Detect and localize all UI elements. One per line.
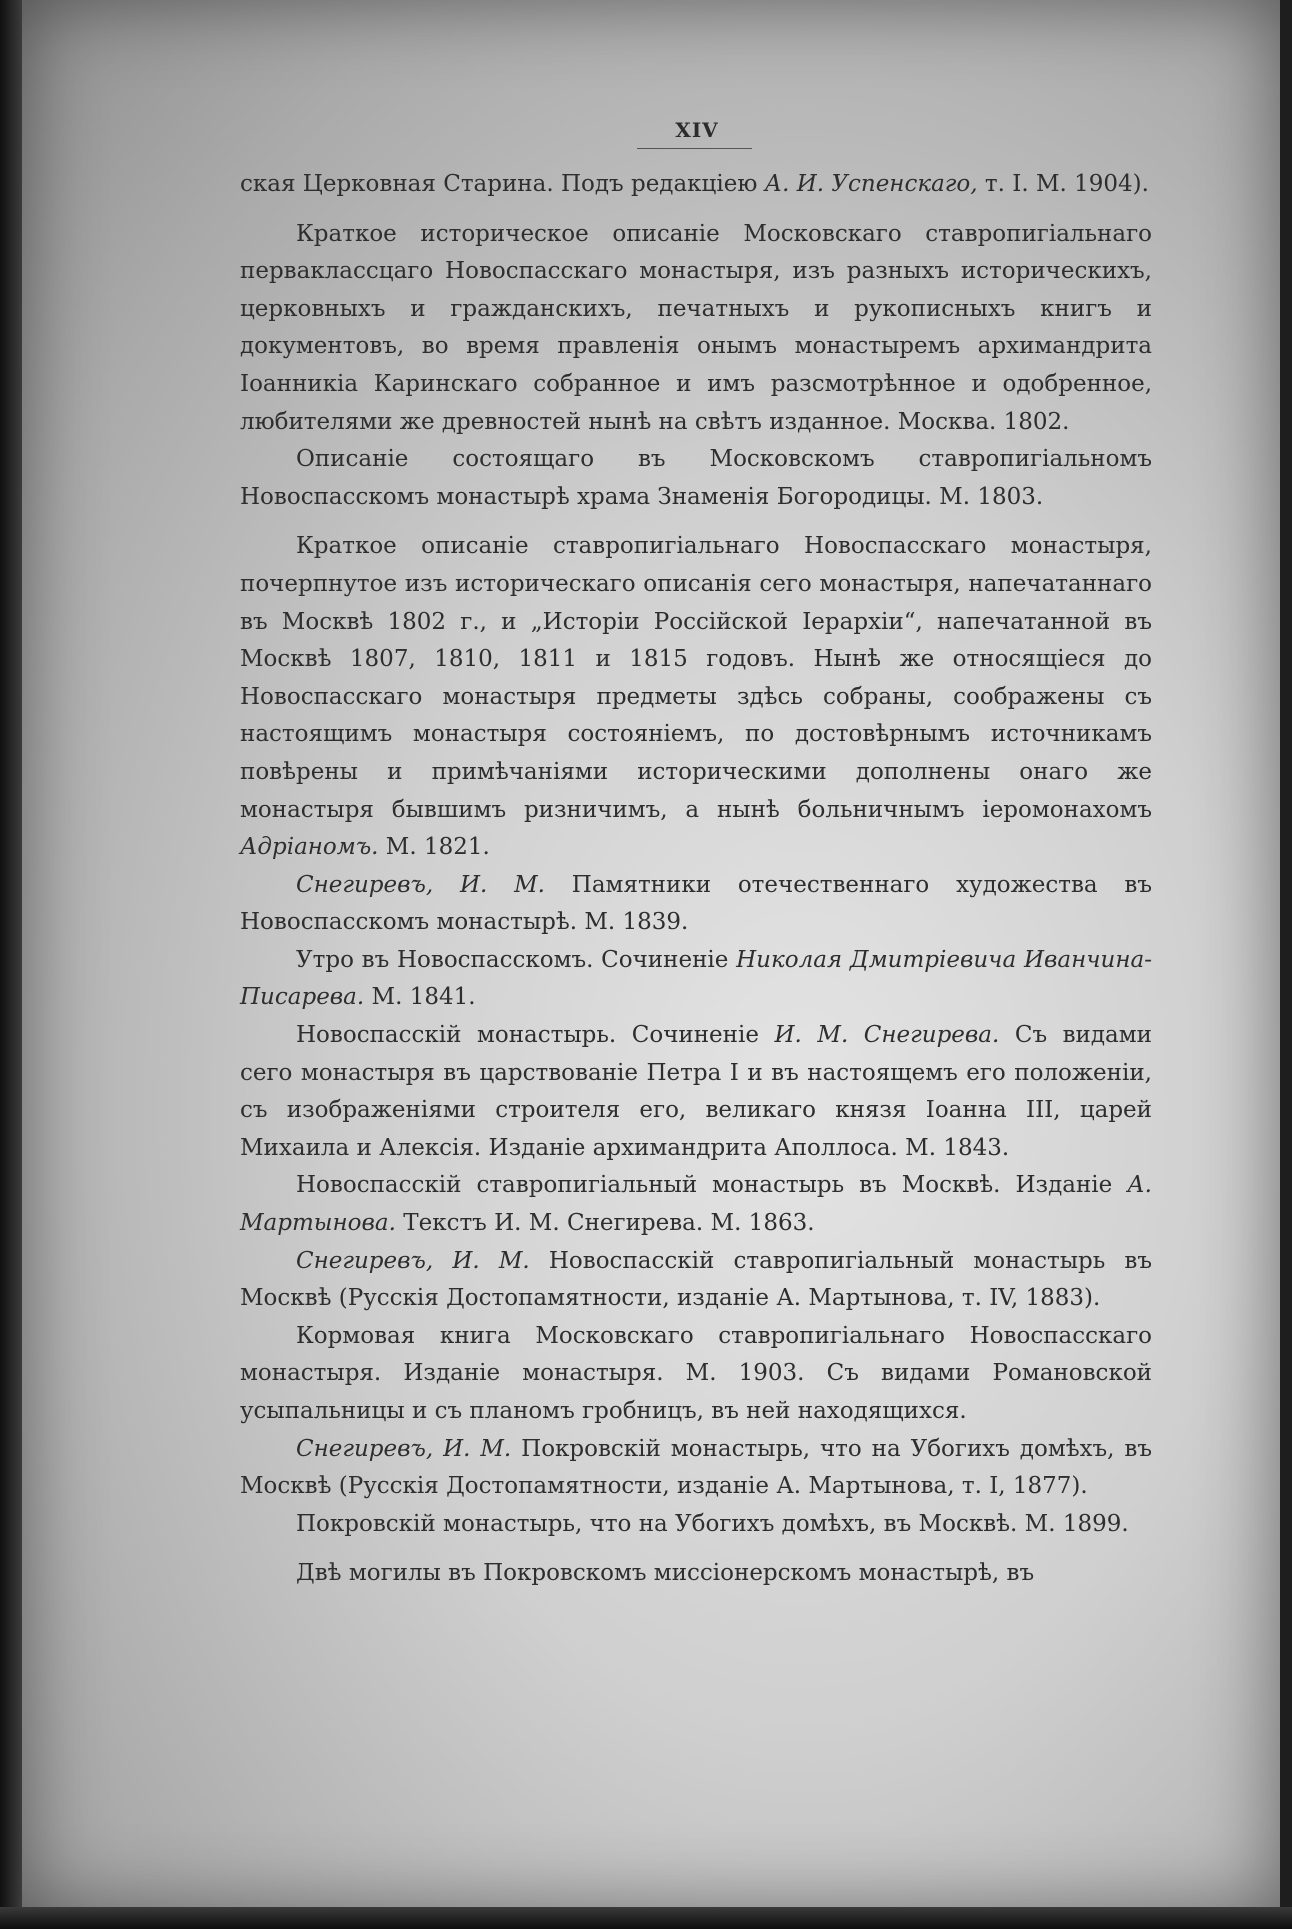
entry-text: Двѣ могилы въ Покровскомъ миссіонерскомъ монастырѣ, въ (296, 1560, 1035, 1587)
entry-text: М. 1841. (364, 984, 476, 1011)
entry-text: Новоспасскій ставропигіальный монастырь въ Москвѣ (Русскія Достопамятности, изданіе А. Мартынова, т. IV, 1883). (240, 1247, 1152, 1312)
entry-8 (240, 1243, 1152, 1318)
page-number: XIV (675, 118, 719, 142)
entry-text: Утро въ Новоспасскомъ. Сочиненіе (296, 946, 737, 973)
scan-left-edge (0, 0, 22, 1929)
entry-text: Съ видами сего монастыря въ царствованіе Петра I и въ настоящемъ его положеніи, съ изображеніями строителя его, великаго князя Іоанна III, царей Михаила и Алексія. Изданіе архимандрита Аполлоса. М. 1843. (240, 1022, 1152, 1161)
entry-text: Кормовая книга Московскаго ставропигіальнаго Новоспасскаго монастыря. Изданіе монастыря. М. 1903. Съ видами Романовской усыпальницы и съ планомъ гробницъ, въ ней находящихся. (240, 1322, 1152, 1424)
entry-text: Краткое историческое описаніе Московскаго ставропигіальнаго перваклассцаго Новоспасскаго монастыря, изъ разныхъ историческихъ, церковныхъ и гражданскихъ, печатныхъ и рукописныхъ книгъ и документовъ, во время правленія онымъ монастыремъ архимандрита Іоанникіа Каринскаго собранное и имъ разсмотрѣнное и одобренное, любителями же древностей нынѣ на свѣтъ изданное. Москва. 1802. (240, 220, 1152, 435)
entry-1 (240, 216, 1152, 442)
entry-text: Покровскій монастырь, что на Убогихъ домѣхъ, въ Москвѣ (Русскія Достопамятности, изданіе А. Мартынова, т. I, 1877). (240, 1435, 1152, 1500)
entry-6 (240, 1017, 1152, 1167)
entry-text: Новоспасскій ставропигіальный монастырь въ Москвѣ. Изданіе (296, 1172, 1128, 1199)
entry-11 (240, 1506, 1152, 1544)
entry-text: Текстъ И. М. Снегирева. М. 1863. (395, 1210, 815, 1237)
entry-text: Покровскій монастырь, что на Убогихъ домѣхъ, въ Москвѣ. М. 1899. (296, 1510, 1129, 1537)
entry-italic: Николая Дмитріевича Иванчина-Писарева. (240, 946, 1153, 1011)
entry-text: Краткое описаніе ставропигіальнаго Новоспасскаго монастыря, почерпнутое изъ историческаго описанія сего монастыря, напечатаннаго въ Москвѣ 1802 г., и „Исторіи Россійской Іерархіи“, напечатанной въ Москвѣ 1807, 1810, 1811 и 1815 годовъ. Нынѣ же относящіеся до Новоспасскаго монастыря предметы здѣсь собраны, соображены съ настоящимъ монастыря состояніемъ, по достовѣрнымъ источникамъ повѣрены и примѣчаніями историческими дополнены онаго же монастыря бывшимъ ризничимъ, а нынѣ больничнымъ іеромонахомъ (240, 533, 1152, 823)
entry-9 (240, 1318, 1152, 1431)
bibliography-text (240, 166, 1152, 1593)
entry-italic: А. Мартынова. (240, 1172, 1152, 1237)
entry-italic: И. М. Снегирева. (774, 1022, 1000, 1049)
entry-7 (240, 1167, 1152, 1242)
entry-text: М. 1821. (378, 834, 490, 861)
entry-10 (240, 1431, 1152, 1506)
entry-text: Описаніе состоящаго въ Московскомъ ставропигіальномъ Новоспасскомъ монастырѣ храма Знаменія Богородицы. М. 1803. (240, 446, 1152, 510)
entry-0 (240, 166, 1152, 204)
paper-sheet (22, 0, 1280, 1912)
entry-3 (240, 528, 1152, 866)
entry-2 (240, 441, 1152, 516)
page-number-rule (637, 148, 752, 149)
entry-italic: А. И. Успенскаго, (764, 171, 978, 197)
entry-4 (240, 867, 1152, 942)
entry-text: т. I. М. 1904). (977, 171, 1149, 197)
scan-bottom-edge (0, 1907, 1292, 1929)
entry-5 (240, 942, 1152, 1017)
entry-italic: Снегиревъ, И. М. (296, 1435, 512, 1462)
entry-italic: Снегиревъ, И. М. (296, 871, 545, 898)
entry-12 (240, 1555, 1152, 1593)
entry-text: ская Церковная Старина. Подъ редакціею (240, 171, 765, 197)
entry-text: Новоспасскій монастырь. Сочиненіе (296, 1022, 775, 1049)
entry-italic: Адріаномъ. (240, 834, 379, 861)
entry-text: Памятники отечественнаго художества въ Новоспасскомъ монастырѣ. М. 1839. (240, 871, 1152, 936)
entry-italic: Снегиревъ, И. М. (296, 1247, 530, 1274)
